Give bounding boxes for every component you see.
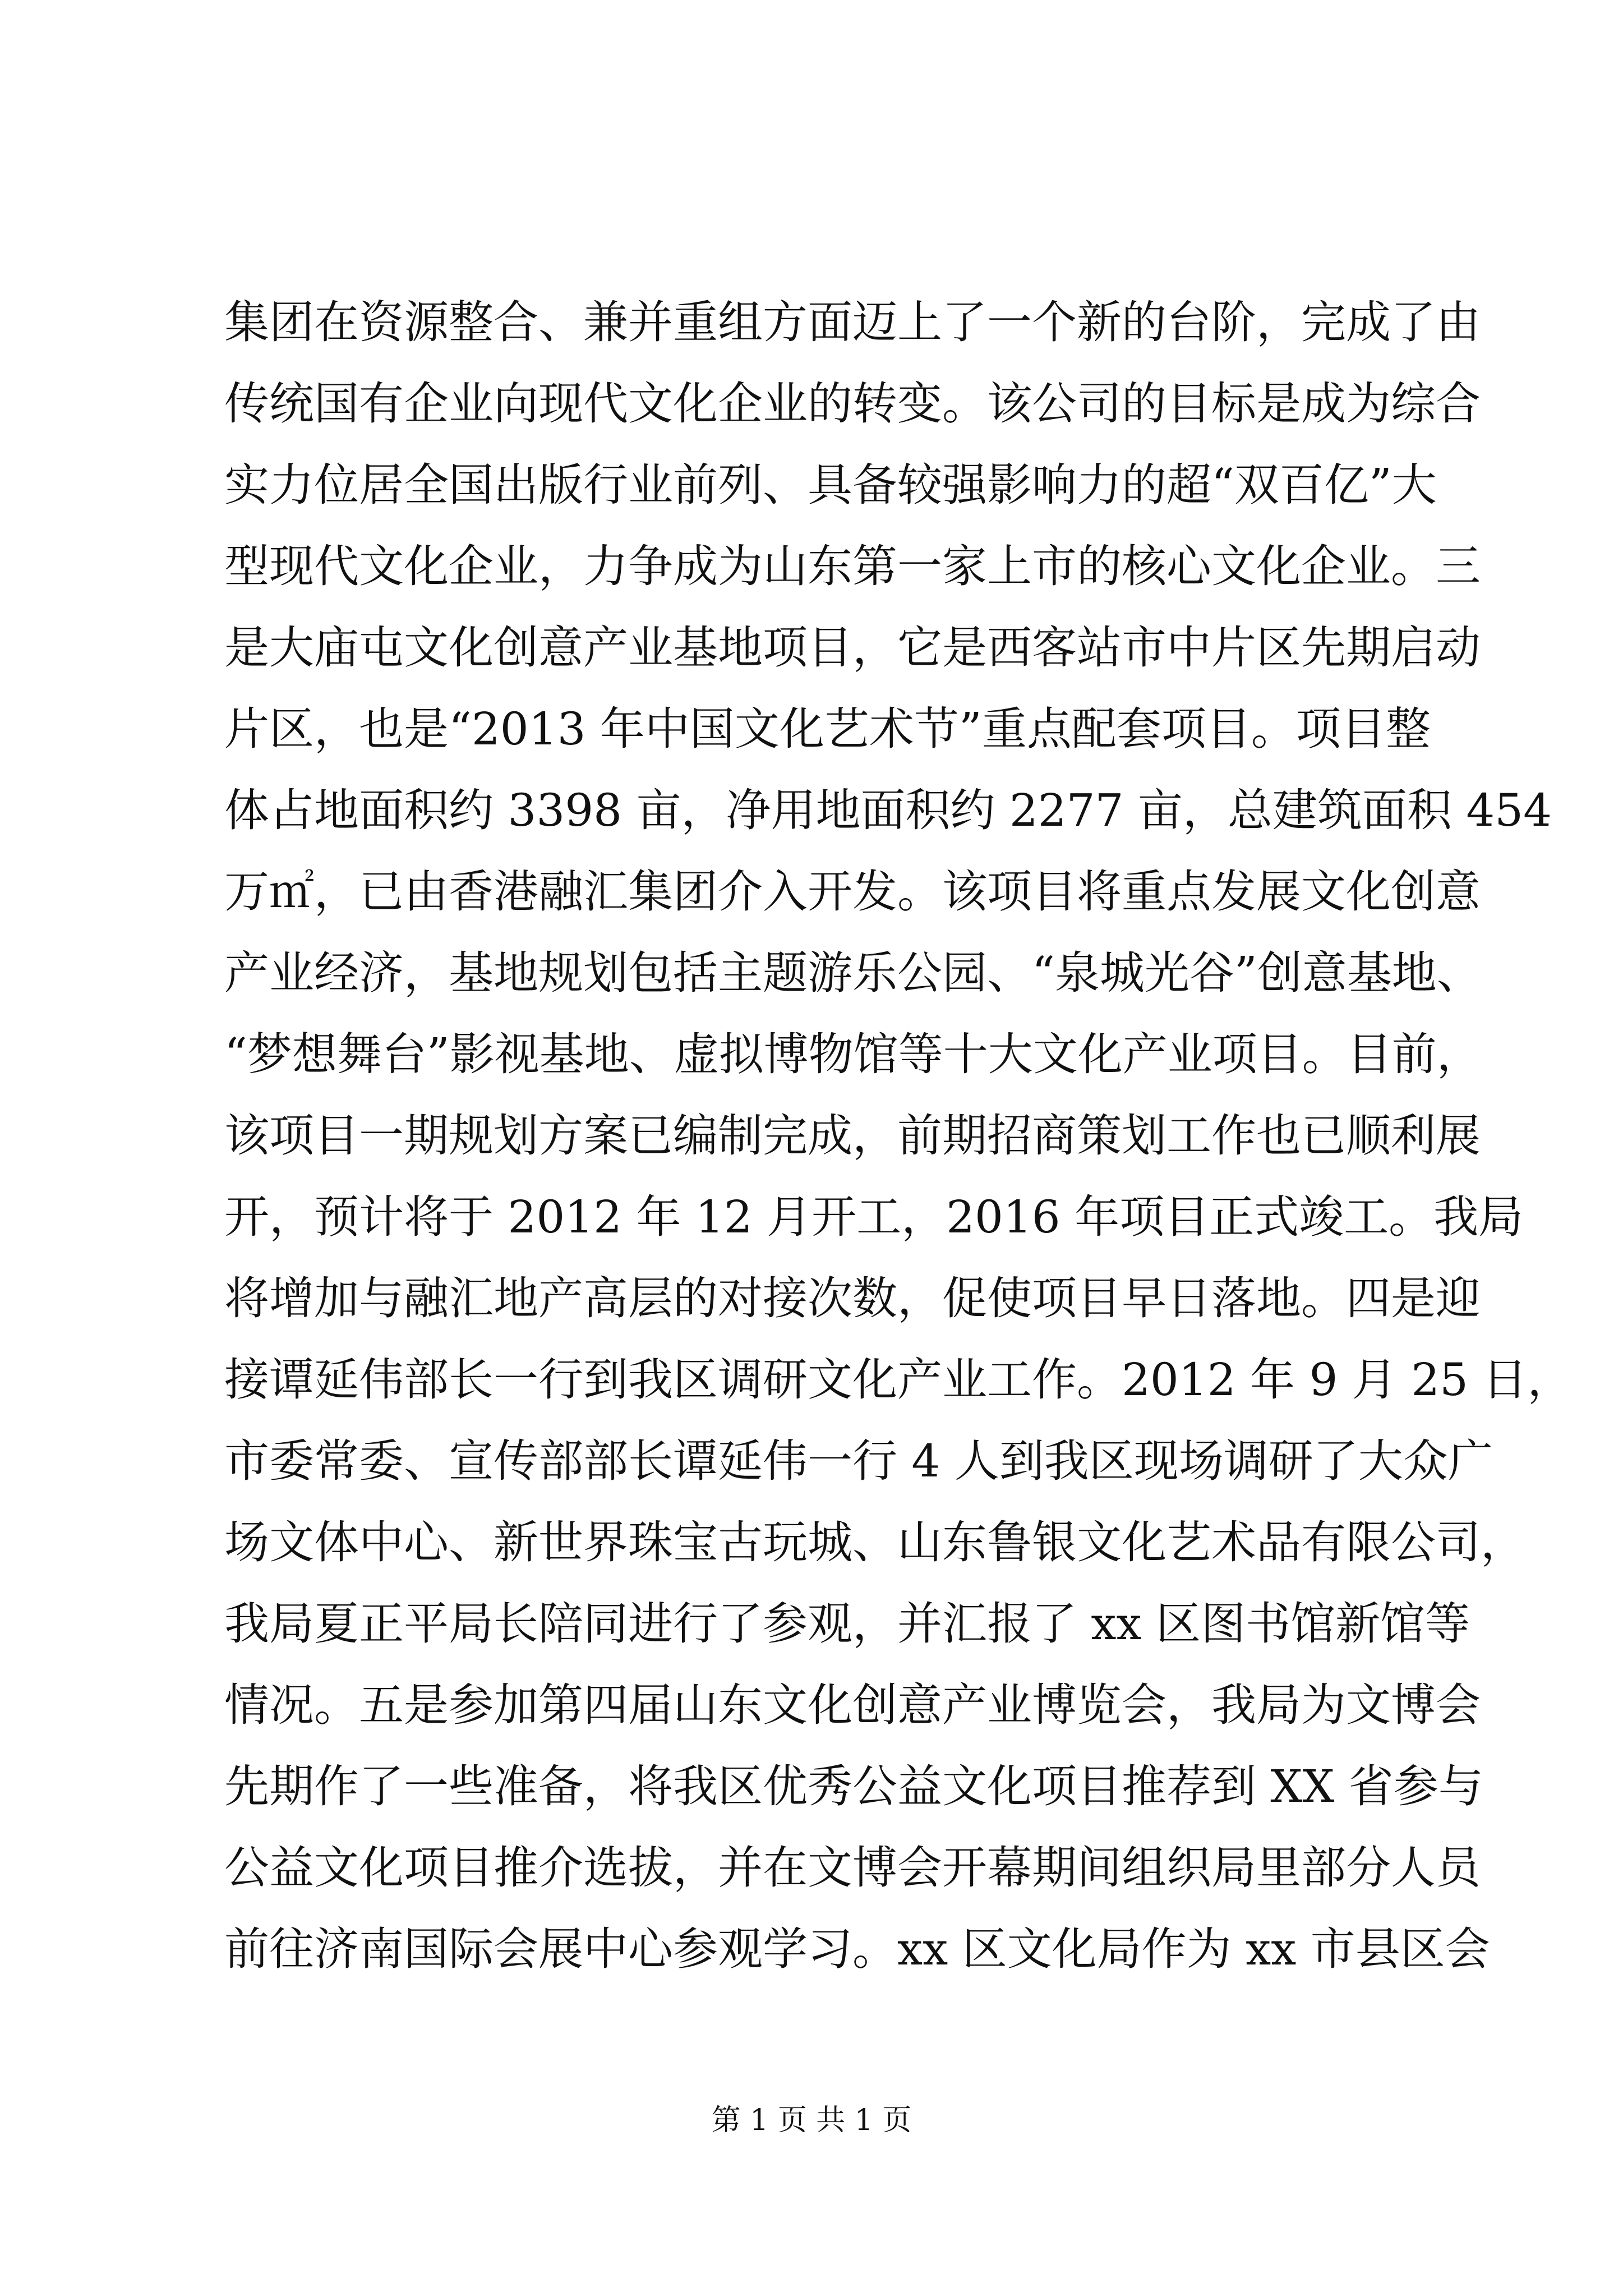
text-line-18: 情况。五是参加第四届山东文化创意产业博览会，我局为文博会 xyxy=(224,1679,1481,1731)
text-line-21: 前往济南国际会展中心参观学习。xx 区文化局作为 xx 市县区会 xyxy=(224,1923,1490,1975)
text-line-7: 体占地面积约 3398 亩，净用地面积约 2277 亩，总建筑面积 454 xyxy=(224,784,1552,836)
text-line-11: 该项目一期规划方案已编制完成，前期招商策划工作也已顺利展 xyxy=(224,1110,1481,1162)
page-footer: 第 1 页 共 1 页 xyxy=(711,2104,912,2137)
text-line-3: 实力位居全国出版行业前列、具备较强影响力的超“双百亿”大 xyxy=(224,459,1437,511)
text-line-6: 片区，也是“2013 年中国文化艺术节”重点配套项目。项目整 xyxy=(224,703,1431,755)
text-line-15: 市委常委、宣传部部长谭延伟一行 4 人到我区现场调研了大众广 xyxy=(224,1435,1493,1487)
text-line-1: 集团在资源整合、兼并重组方面迈上了一个新的台阶，完成了由 xyxy=(224,296,1481,348)
text-line-10: “梦想舞台”影视基地、虚拟博物馆等十大文化产业项目。目前， xyxy=(224,1028,1482,1080)
text-line-12: 开，预计将于 2012 年 12 月开工，2016 年项目正式竣工。我局 xyxy=(224,1191,1524,1243)
text-line-5: 是大庙屯文化创意产业基地项目，它是西客站市中片区先期启动 xyxy=(224,622,1481,674)
text-line-4: 型现代文化企业，力争成为山东第一家上市的核心文化企业。三 xyxy=(224,540,1481,592)
text-line-14: 接谭延伟部长一行到我区调研文化产业工作。2012 年 9 月 25 日， xyxy=(224,1354,1573,1406)
text-line-9: 产业经济，基地规划包括主题游乐公园、“泉城光谷”创意基地、 xyxy=(224,947,1482,999)
text-line-20: 公益文化项目推介选拔，并在文博会开幕期间组织局里部分人员 xyxy=(224,1842,1481,1894)
text-line-8: 万㎡，已由香港融汇集团介入开发。该项目将重点发展文化创意 xyxy=(224,866,1481,918)
text-line-2: 传统国有企业向现代文化企业的转变。该公司的目标是成为综合 xyxy=(224,378,1481,430)
text-line-17: 我局夏正平局长陪同进行了参观，并汇报了 xx 区图书馆新馆等 xyxy=(224,1598,1470,1650)
text-line-19: 先期作了一些准备，将我区优秀公益文化项目推荐到 XX 省参与 xyxy=(224,1760,1483,1812)
text-line-13: 将增加与融汇地产高层的对接次数，促使项目早日落地。四是迎 xyxy=(224,1272,1481,1324)
text-line-16: 场文体中心、新世界珠宝古玩城、山东鲁银文化艺术品有限公司， xyxy=(224,1516,1525,1568)
